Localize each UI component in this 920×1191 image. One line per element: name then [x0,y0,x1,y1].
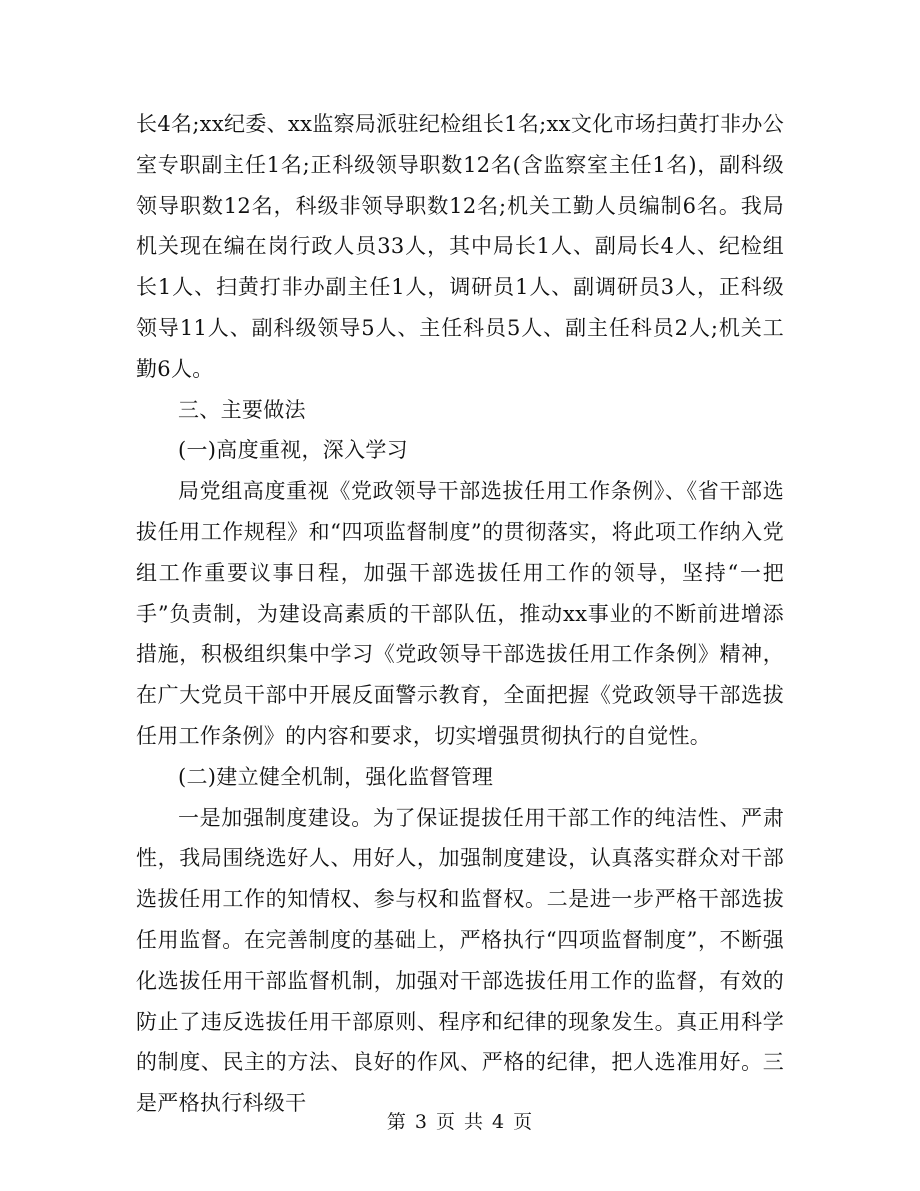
footer-prefix: 第 [386,1111,407,1133]
footer-suffix: 页 [513,1111,534,1133]
paragraph-system-building: 一是加强制度建设。为了保证提拔任用干部工作的纯洁性、严肃性，我局围绕选好人、用好人，加强制度建设，认真落实群众对干部选拔任用工作的知情权、参与权和监督权。二是进一步严格干部选拔任用监督。在完善制度的基础上，严格执行“四项监督制度”，不断强化选拔任用干部监督机制，加强对干部选拔任用工作的监督，有效的防止了违反选拔任用干部原则、程序和纪律的现象发生。真正用科学的制度、民主的方法、良好的作风、严格的纪律，把人选准用好。三是严格执行科级干 [136,805,784,1116]
paragraph-study: 局党组高度重视《党政领导干部选拔任用工作条例》、《省干部选拔任用工作规程》和“四项监督制度”的贯彻落实，将此项工作纳入党组工作重要议事日程，加强干部选拔任用工作的领导，坚持“一把手”负责制，为建设高素质的干部队伍，推动xx事业的不断前进增添措施，积极组织集中学习《党政领导干部选拔任用工作条例》精神，在广大党员干部中开展反面警示教育，全面把握《党政领导干部选拔任用工作条例》的内容和要求，切实增强贯彻执行的自觉性。 [136,479,784,748]
subheading-attention-study: (一)高度重视，深入学习 [178,438,408,463]
paragraph-staffing: 长4名;xx纪委、xx监察局派驻纪检组长1名;xx文化市场扫黄打非办公室专职副主任1名;正科级领导职数12名(含监察室主任1名)，副科级领导职数12名，科级非领导职数12名;机关工勤人员编制6名。我局机关现在编在岗行政人员33人，其中局长1人、副局长4人、纪检组长1人、扫黄打非办副主任1人，调研员1人、副调研员3人，正科级领导11人、副科级领导5人、主任科员5人、副主任科员2人;机关工勤6人。 [136,112,784,381]
subheading-mechanism-supervision: (二)建立健全机制，强化监督管理 [178,764,494,789]
footer-total-pages: 4 [492,1111,506,1133]
document-body [136,104,784,1124]
footer-page-number: 3 [414,1111,428,1133]
section-heading-main-practices: 三、主要做法 [178,397,306,422]
footer-total-label: 共 [464,1111,485,1133]
footer-page-word: 页 [435,1111,456,1133]
page-footer [0,1107,920,1134]
